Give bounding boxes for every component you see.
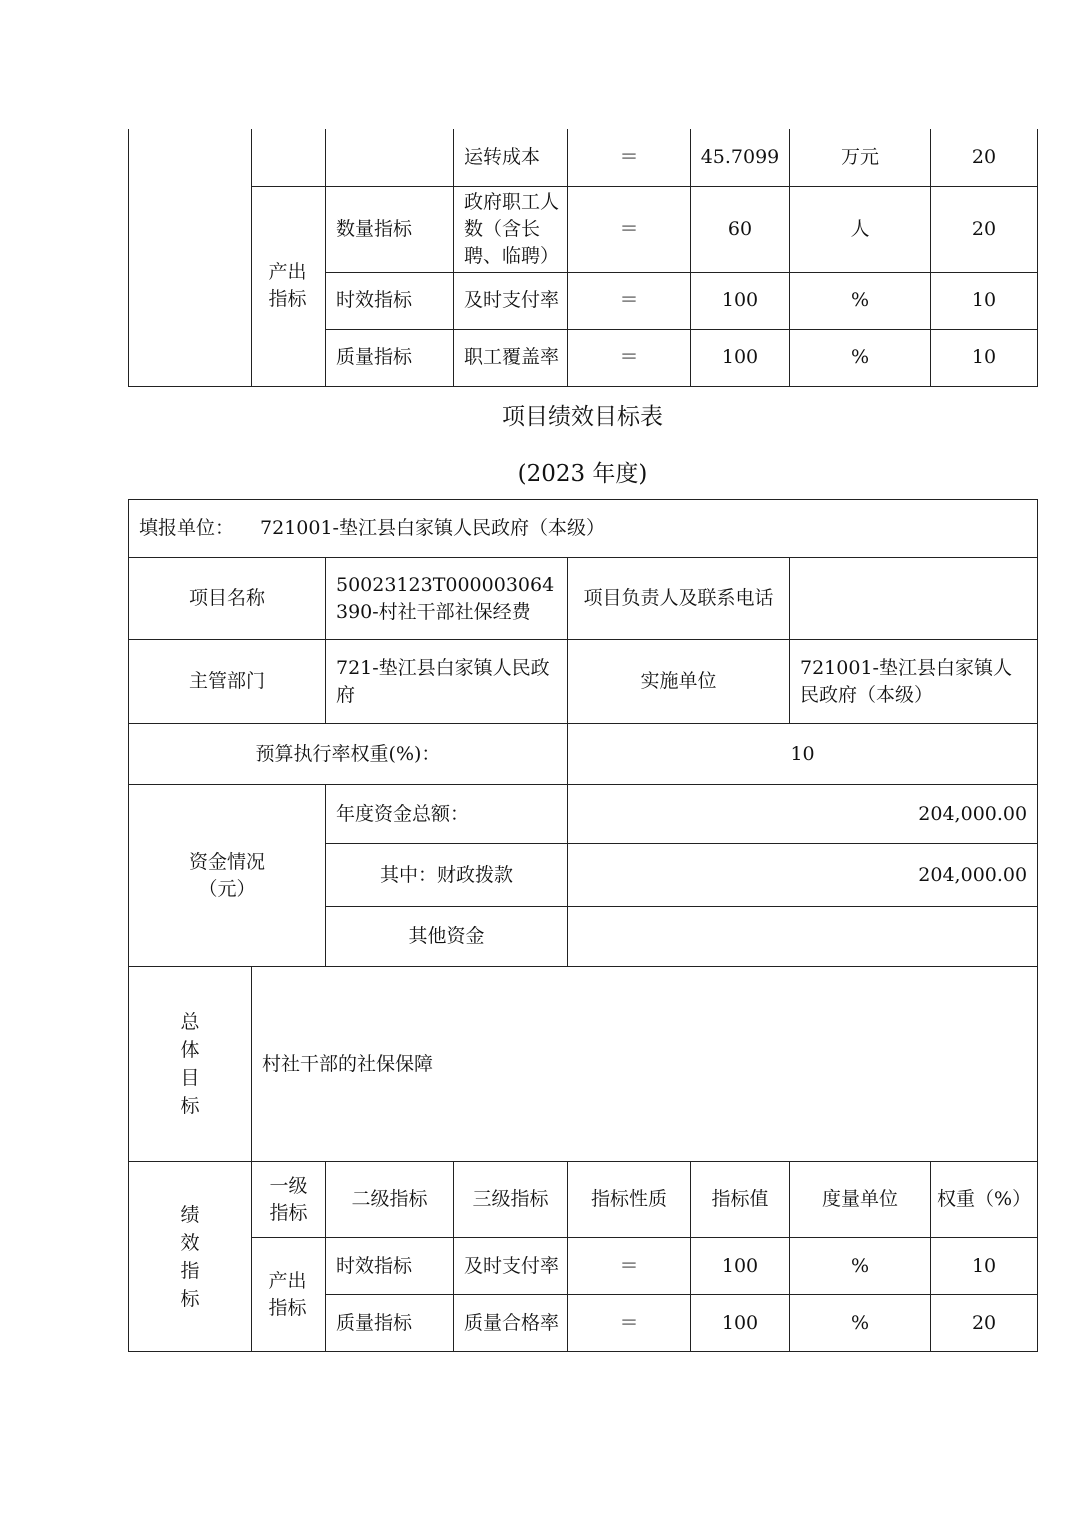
unit-cell: % bbox=[790, 1238, 931, 1295]
funds-fiscal-label: 其中：财政拨款 bbox=[326, 844, 568, 907]
value-cell: 45.7099 bbox=[691, 129, 790, 186]
goal-value: 村社干部的社保保障 bbox=[252, 967, 1038, 1162]
table-row bbox=[129, 785, 1038, 844]
header-level2: 二级指标 bbox=[326, 1162, 454, 1238]
funds-total-label: 年度资金总额： bbox=[326, 785, 568, 844]
nature-cell: ＝ bbox=[568, 129, 691, 186]
funds-total-value: 204,000.00 bbox=[568, 785, 1038, 844]
nature-cell: ＝ bbox=[568, 186, 691, 272]
contact-value bbox=[790, 558, 1038, 640]
level2-cell: 时效指标 bbox=[326, 1238, 454, 1295]
level2-cell: 时效指标 bbox=[326, 272, 454, 329]
funds-label-cell bbox=[129, 785, 326, 967]
unit-cell: 万元 bbox=[790, 129, 931, 186]
level3-cell: 运转成本 bbox=[454, 129, 568, 186]
level3-cell: 政府职工人数（含长聘、临聘） bbox=[454, 186, 568, 272]
header-weight: 权重（%） bbox=[931, 1162, 1038, 1238]
perf-label-cell bbox=[129, 1162, 252, 1352]
impl-unit-value: 721001-垫江县白家镇人民政府（本级） bbox=[790, 640, 1038, 724]
reporting-unit-cell bbox=[129, 500, 1038, 558]
value-cell: 100 bbox=[691, 1238, 790, 1295]
header-unit: 度量单位 bbox=[790, 1162, 931, 1238]
blank-cell bbox=[252, 129, 326, 186]
page-subtitle: (2023 年度) bbox=[517, 461, 648, 487]
value-cell: 60 bbox=[691, 186, 790, 272]
unit-cell: % bbox=[790, 1295, 931, 1352]
reporting-unit-value: 721001-垫江县白家镇人民政府（本级） bbox=[260, 517, 605, 539]
project-performance-table bbox=[128, 499, 1038, 1352]
blank-cell bbox=[326, 129, 454, 186]
weight-cell: 10 bbox=[931, 329, 1038, 386]
header-cell bbox=[252, 1162, 326, 1238]
header-level3: 三级指标 bbox=[454, 1162, 568, 1238]
weight-cell: 20 bbox=[931, 1295, 1038, 1352]
unit-cell: % bbox=[790, 329, 931, 386]
funds-other-value bbox=[568, 907, 1038, 967]
funds-label: 资金情况（元） bbox=[188, 850, 265, 900]
table-row bbox=[129, 724, 1038, 785]
perf-label: 绩效指标 bbox=[180, 1203, 200, 1310]
table-row bbox=[129, 186, 1038, 272]
weight-cell: 20 bbox=[931, 129, 1038, 186]
table-row bbox=[129, 1238, 1038, 1295]
level1-cell bbox=[252, 1238, 326, 1352]
dept-value: 721-垫江县白家镇人民政府 bbox=[326, 640, 568, 724]
table-row bbox=[129, 1162, 1038, 1238]
table-row bbox=[129, 640, 1038, 724]
header-nature: 指标性质 bbox=[568, 1162, 691, 1238]
level2-cell: 数量指标 bbox=[326, 186, 454, 272]
impl-unit-label: 实施单位 bbox=[568, 640, 790, 724]
table-row bbox=[129, 558, 1038, 640]
budget-rate-value: 10 bbox=[568, 724, 1038, 785]
goal-label: 总体目标 bbox=[180, 1011, 200, 1117]
project-name-label: 项目名称 bbox=[129, 558, 326, 640]
budget-rate-label: 预算执行率权重(%)： bbox=[129, 724, 568, 785]
value-cell: 100 bbox=[691, 1295, 790, 1352]
value-cell: 100 bbox=[691, 272, 790, 329]
level3-cell: 及时支付率 bbox=[454, 1238, 568, 1295]
funds-fiscal-value: 204,000.00 bbox=[568, 844, 1038, 907]
page-title: 项目绩效目标表 bbox=[502, 404, 663, 430]
level1-cell bbox=[252, 186, 326, 386]
nature-cell: ＝ bbox=[568, 329, 691, 386]
nature-cell: ＝ bbox=[568, 1295, 691, 1352]
level1-label: 产出指标 bbox=[268, 1269, 307, 1319]
value-cell: 100 bbox=[691, 329, 790, 386]
funds-other-label: 其他资金 bbox=[326, 907, 568, 967]
unit-cell: 人 bbox=[790, 186, 931, 272]
weight-cell: 10 bbox=[931, 1238, 1038, 1295]
nature-cell: ＝ bbox=[568, 1238, 691, 1295]
blank-cell bbox=[129, 129, 252, 386]
reporting-unit-label: 填报单位： bbox=[139, 517, 235, 539]
table-row bbox=[129, 500, 1038, 558]
table-row bbox=[129, 129, 1038, 186]
table-row bbox=[129, 967, 1038, 1162]
dept-label: 主管部门 bbox=[129, 640, 326, 724]
level3-cell: 及时支付率 bbox=[454, 272, 568, 329]
weight-cell: 20 bbox=[931, 186, 1038, 272]
nature-cell: ＝ bbox=[568, 272, 691, 329]
unit-cell: % bbox=[790, 272, 931, 329]
contact-label: 项目负责人及联系电话 bbox=[568, 558, 790, 640]
header-level1: 一级指标 bbox=[269, 1174, 308, 1224]
level1-label: 产出指标 bbox=[268, 261, 307, 310]
level3-cell: 质量合格率 bbox=[454, 1295, 568, 1352]
continued-indicator-table bbox=[128, 129, 1038, 387]
header-value: 指标值 bbox=[691, 1162, 790, 1238]
goal-label-cell bbox=[129, 967, 252, 1162]
weight-cell: 10 bbox=[931, 272, 1038, 329]
level2-cell: 质量指标 bbox=[326, 1295, 454, 1352]
level2-cell: 质量指标 bbox=[326, 329, 454, 386]
project-name-value: 50023123T000003064390-村社干部社保经费 bbox=[326, 558, 568, 640]
level3-cell: 职工覆盖率 bbox=[454, 329, 568, 386]
